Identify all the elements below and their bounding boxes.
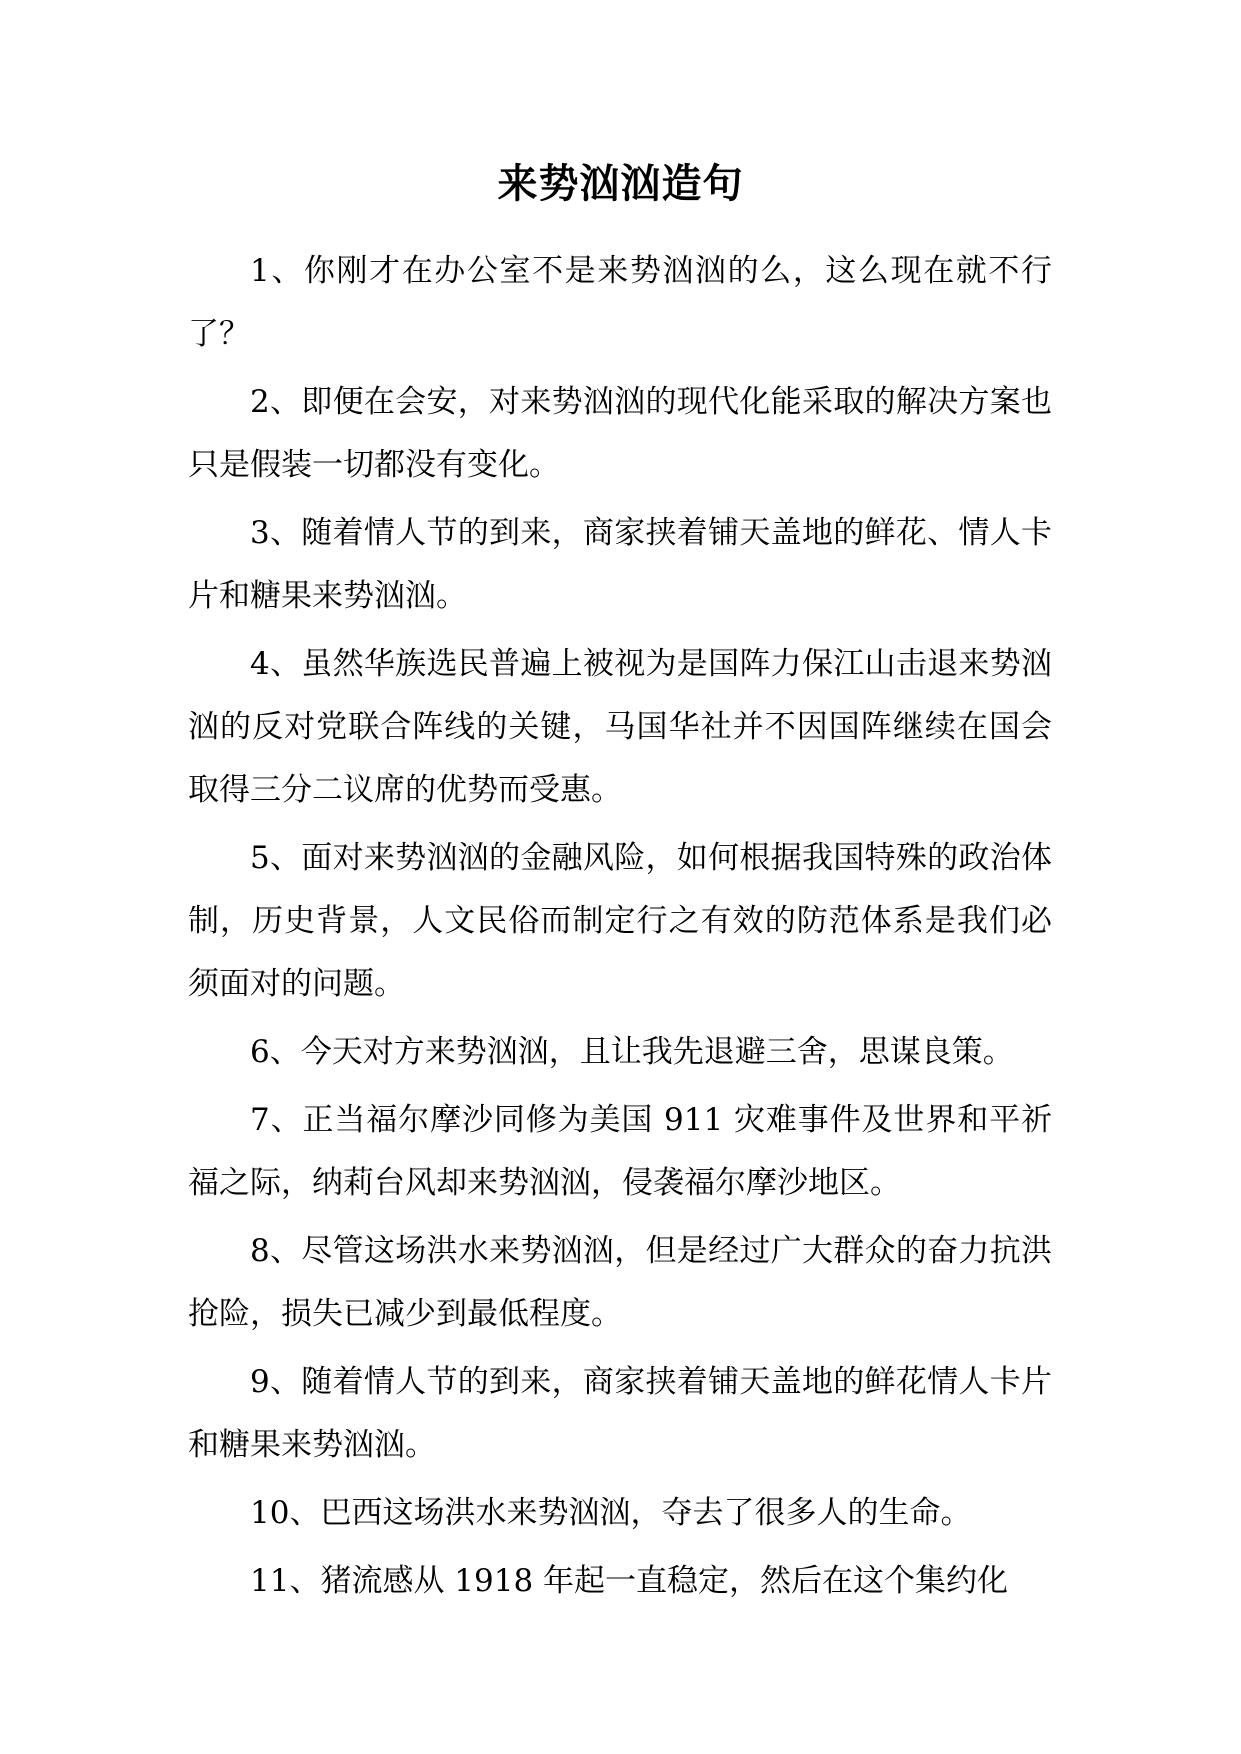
page-title: 来势汹汹造句 — [497, 161, 744, 207]
sentence-7: 7、正当福尔摩沙同修为美国 911 灾难事件及世界和平祈福之际，纳莉台风却来势汹汹，侵袭福尔摩沙地区。 — [188, 1102, 1052, 1201]
document-body — [188, 240, 1052, 1618]
sentence-3: 3、随着情人节的到来，商家挟着铺天盖地的鲜花、情人卡片和糖果来势汹汹。 — [188, 515, 1052, 614]
sentence-11: 11、猪流感从 1918 年起一直稳定，然后在这个集约化 — [250, 1563, 1009, 1599]
sentence-8: 8、尽管这场洪水来势汹汹，但是经过广大群众的奋力抗洪抢险，损失已减少到最低程度。 — [188, 1233, 1052, 1332]
sentence-5: 5、面对来势汹汹的金融风险，如何根据我国特殊的政治体制，历史背景，人文民俗而制定行之有效的防范体系是我们必须面对的问题。 — [188, 840, 1052, 1002]
sentence-4: 4、虽然华族选民普遍上被视为是国阵力保江山击退来势汹汹的反对党联合阵线的关键，马国华社并不因国阵继续在国会取得三分二议席的优势而受惠。 — [188, 646, 1052, 808]
sentence-9: 9、随着情人节的到来，商家挟着铺天盖地的鲜花情人卡片和糖果来势汹汹。 — [188, 1364, 1052, 1463]
sentence-10: 10、巴西这场洪水来势汹汹，夺去了很多人的生命。 — [250, 1495, 972, 1531]
sentence-6: 6、今天对方来势汹汹，且让我先退避三舍，思谋良策。 — [250, 1034, 1014, 1070]
sentence-1: 1、你刚才在办公室不是来势汹汹的么，这么现在就不行了？ — [188, 253, 1052, 352]
sentence-2: 2、即便在会安，对来势汹汹的现代化能采取的解决方案也只是假装一切都没有变化。 — [188, 384, 1052, 483]
